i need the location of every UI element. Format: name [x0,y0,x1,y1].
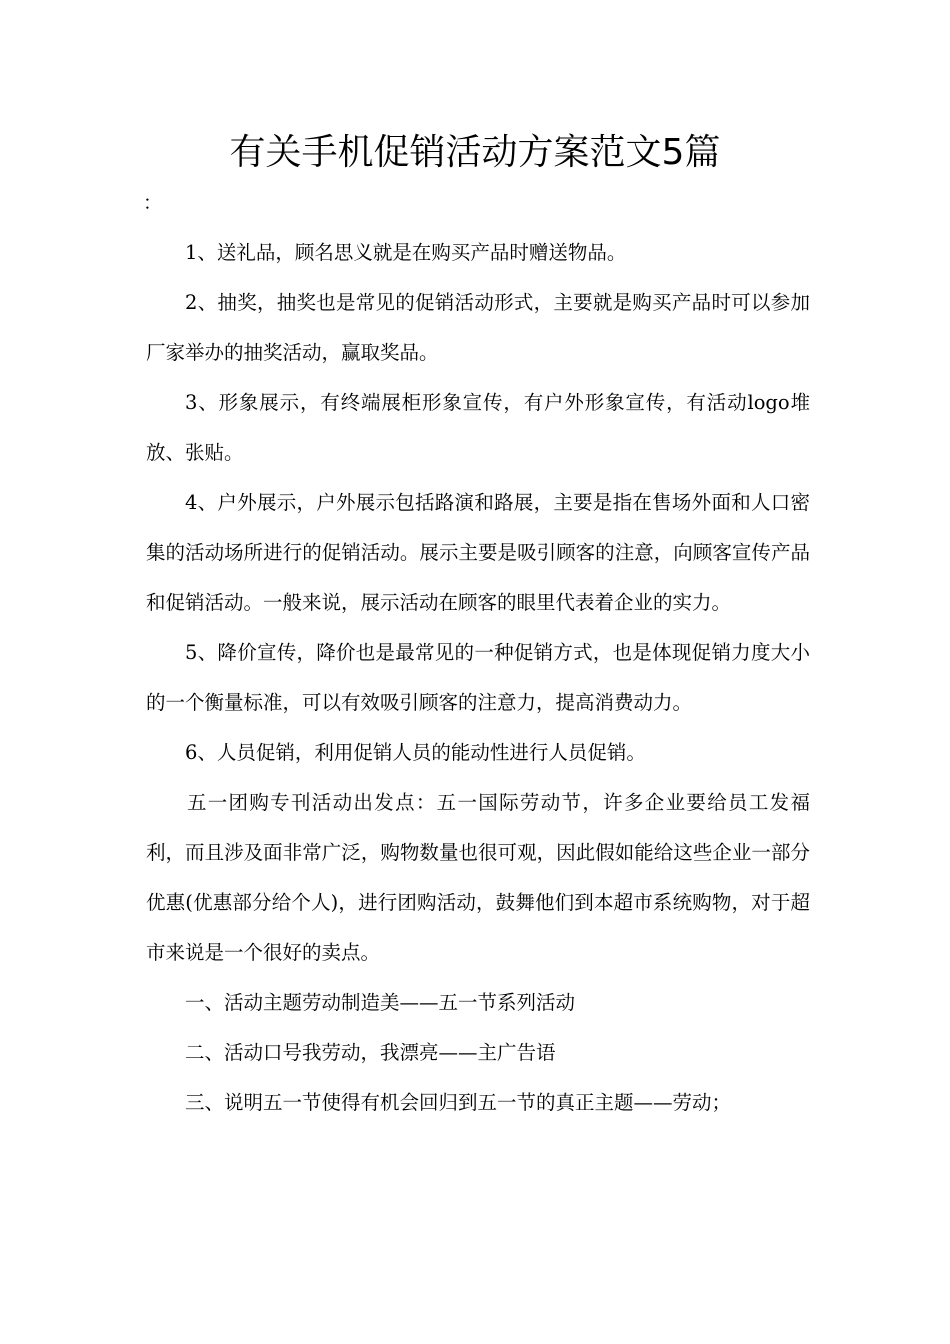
paragraph-group-buy: 五一团购专刊活动出发点：五一国际劳动节，许多企业要给员工发福利，而且涉及面非常广泛，购物数量也很可观，因此假如能给这些企业一部分优惠(优惠部分给个人)，进行团购活动，鼓舞他们到本超市系统购物，对于超市来说是一个很好的卖点。 [146,791,810,964]
document-title: 有关手机促销活动方案范文5篇 [229,132,721,173]
paragraph-gift: 1、送礼品，顾名思义就是在购买产品时赠送物品。 [185,241,627,264]
paragraph-theme: 一、活动主题劳动制造美——五一节系列活动 [185,991,576,1014]
paragraph-image-display: 3、形象展示，有终端展柜形象宣传，有户外形象宣传，有活动logo堆放、张贴。 [146,391,810,464]
paragraph-price-cut: 5、降价宣传，降价也是最常见的一种促销方式，也是体现促销力度大小的一个衡量标准，可以有效吸引顾客的注意力，提高消费动力。 [146,641,810,714]
paragraph-slogan: 二、活动口号我劳动，我漂亮——主广告语 [185,1041,556,1064]
paragraph-explanation: 三、说明五一节使得有机会回归到五一节的真正主题——劳动； [185,1091,732,1114]
colon-mark: ： [143,192,163,214]
paragraph-staff-promotion: 6、人员促销，利用促销人员的能动性进行人员促销。 [185,741,646,764]
document-body [146,228,810,1128]
paragraph-lottery: 2、抽奖，抽奖也是常见的促销活动形式，主要就是购买产品时可以参加厂家举办的抽奖活动，赢取奖品。 [146,291,810,364]
paragraph-outdoor-display: 4、户外展示，户外展示包括路演和路展，主要是指在售场外面和人口密集的活动场所进行的促销活动。展示主要是吸引顾客的注意，向顾客宣传产品和促销活动。一般来说，展示活动在顾客的眼里代表着企业的实力。 [146,491,810,614]
